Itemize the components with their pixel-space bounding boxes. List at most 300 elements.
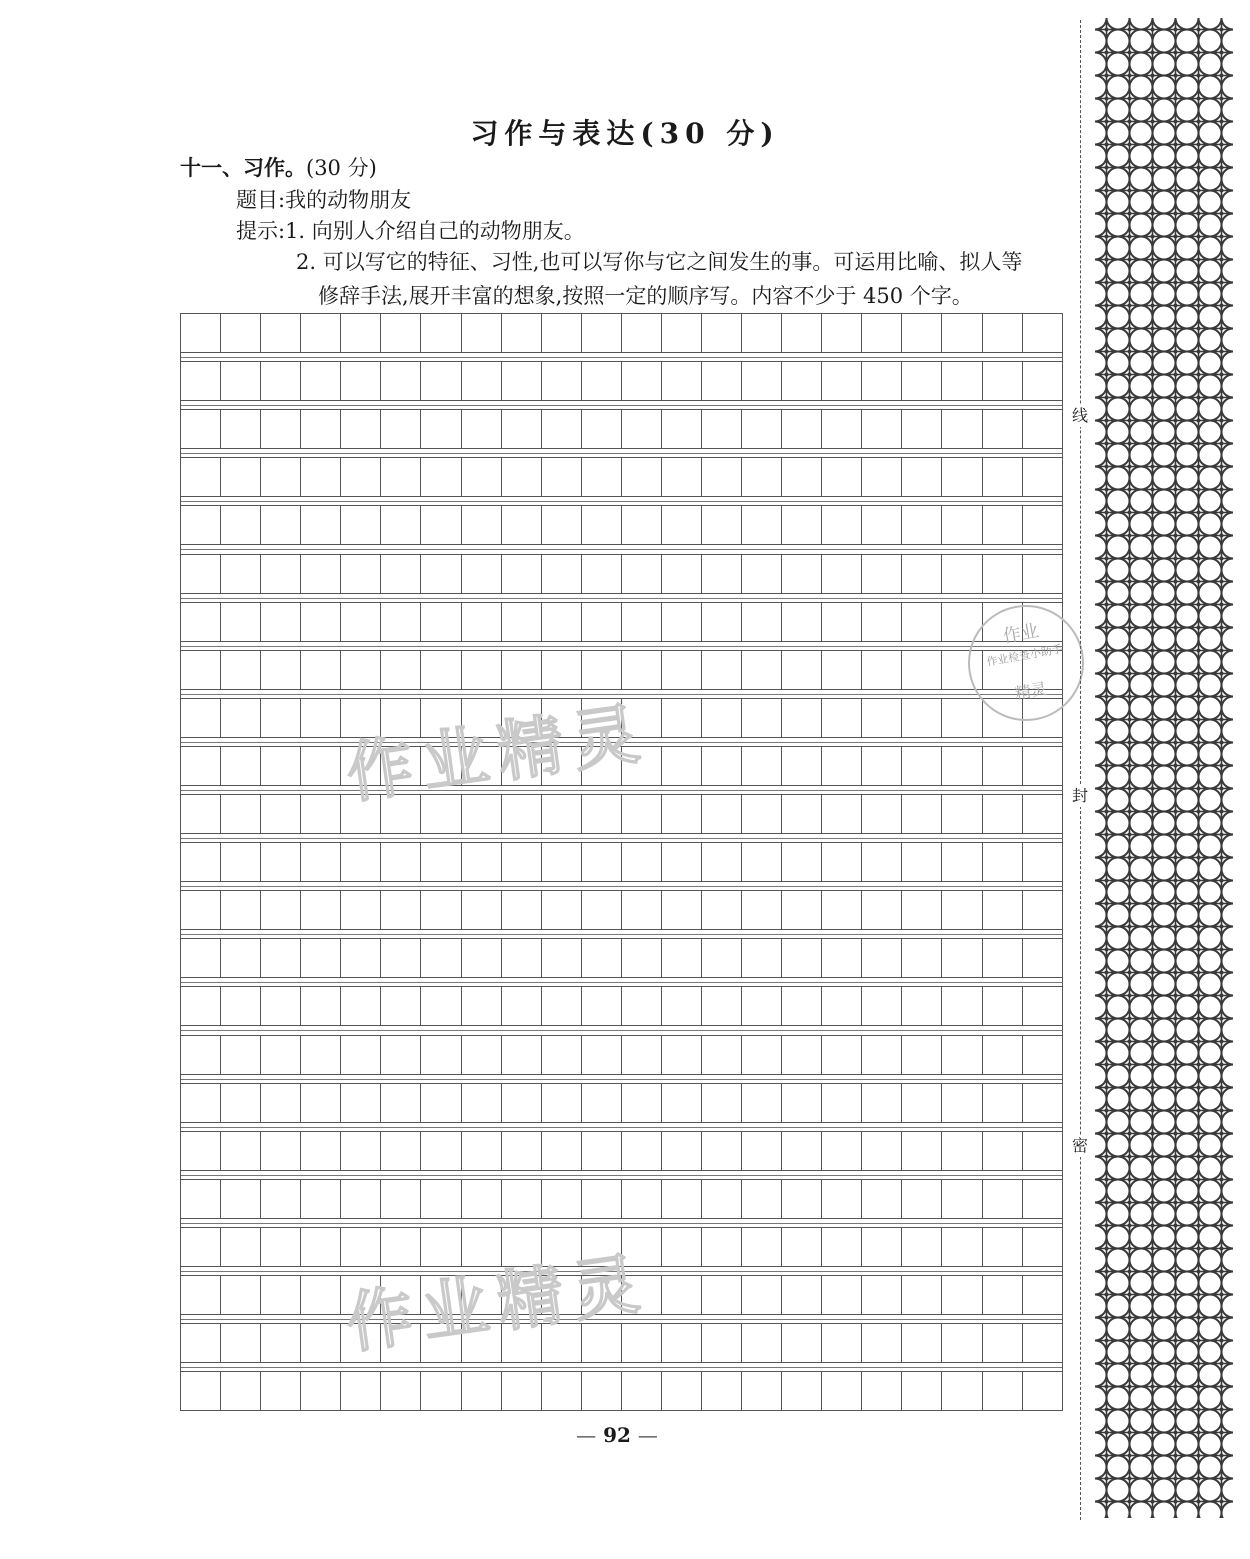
grid-cell[interactable]	[301, 1083, 341, 1123]
grid-cell[interactable]	[221, 457, 261, 497]
grid-cell[interactable]	[582, 794, 622, 834]
grid-cell[interactable]	[542, 505, 582, 545]
grid-row[interactable]	[180, 313, 1063, 353]
grid-cell[interactable]	[983, 746, 1023, 786]
grid-cell[interactable]	[341, 842, 381, 882]
grid-cell[interactable]	[1023, 554, 1063, 594]
grid-cell[interactable]	[822, 361, 862, 401]
grid-cell[interactable]	[421, 1371, 461, 1411]
grid-cell[interactable]	[862, 794, 902, 834]
grid-cell[interactable]	[381, 1131, 421, 1171]
grid-cell[interactable]	[782, 409, 822, 449]
grid-cell[interactable]	[702, 1131, 742, 1171]
grid-cell[interactable]	[782, 650, 822, 690]
grid-cell[interactable]	[261, 1179, 301, 1219]
grid-cell[interactable]	[421, 1131, 461, 1171]
grid-cell[interactable]	[902, 938, 942, 978]
grid-cell[interactable]	[582, 505, 622, 545]
grid-cell[interactable]	[462, 650, 502, 690]
grid-cell[interactable]	[502, 457, 542, 497]
grid-cell[interactable]	[381, 890, 421, 930]
grid-cell[interactable]	[301, 746, 341, 786]
grid-cell[interactable]	[261, 650, 301, 690]
grid-cell[interactable]	[902, 457, 942, 497]
grid-cell[interactable]	[822, 1227, 862, 1267]
grid-cell[interactable]	[702, 554, 742, 594]
grid-cell[interactable]	[702, 1275, 742, 1315]
grid-cell[interactable]	[181, 457, 221, 497]
grid-cell[interactable]	[622, 1323, 662, 1363]
grid-cell[interactable]	[542, 650, 582, 690]
grid-cell[interactable]	[261, 794, 301, 834]
grid-cell[interactable]	[181, 1035, 221, 1075]
grid-cell[interactable]	[261, 1275, 301, 1315]
grid-row[interactable]	[180, 794, 1063, 834]
grid-cell[interactable]	[942, 746, 982, 786]
grid-cell[interactable]	[462, 313, 502, 353]
grid-cell[interactable]	[381, 986, 421, 1026]
grid-cell[interactable]	[542, 986, 582, 1026]
grid-cell[interactable]	[181, 1131, 221, 1171]
grid-cell[interactable]	[622, 890, 662, 930]
grid-cell[interactable]	[301, 1227, 341, 1267]
grid-cell[interactable]	[582, 938, 622, 978]
grid-cell[interactable]	[502, 1179, 542, 1219]
grid-cell[interactable]	[582, 1371, 622, 1411]
grid-cell[interactable]	[622, 409, 662, 449]
grid-cell[interactable]	[983, 794, 1023, 834]
grid-cell[interactable]	[421, 602, 461, 642]
grid-cell[interactable]	[381, 1083, 421, 1123]
grid-cell[interactable]	[662, 409, 702, 449]
grid-cell[interactable]	[862, 409, 902, 449]
grid-cell[interactable]	[742, 361, 782, 401]
grid-cell[interactable]	[181, 650, 221, 690]
grid-cell[interactable]	[742, 794, 782, 834]
grid-cell[interactable]	[1023, 986, 1063, 1026]
grid-cell[interactable]	[341, 554, 381, 594]
grid-cell[interactable]	[702, 602, 742, 642]
grid-cell[interactable]	[462, 986, 502, 1026]
grid-cell[interactable]	[942, 1035, 982, 1075]
grid-cell[interactable]	[822, 890, 862, 930]
grid-cell[interactable]	[221, 1275, 261, 1315]
grid-cell[interactable]	[622, 313, 662, 353]
grid-cell[interactable]	[782, 1179, 822, 1219]
grid-cell[interactable]	[942, 554, 982, 594]
grid-cell[interactable]	[942, 505, 982, 545]
grid-cell[interactable]	[462, 1035, 502, 1075]
grid-cell[interactable]	[462, 890, 502, 930]
grid-cell[interactable]	[942, 457, 982, 497]
grid-cell[interactable]	[542, 457, 582, 497]
grid-cell[interactable]	[983, 361, 1023, 401]
grid-cell[interactable]	[662, 1227, 702, 1267]
grid-cell[interactable]	[702, 842, 742, 882]
grid-cell[interactable]	[181, 938, 221, 978]
grid-cell[interactable]	[341, 938, 381, 978]
grid-cell[interactable]	[582, 1035, 622, 1075]
grid-cell[interactable]	[742, 938, 782, 978]
grid-cell[interactable]	[942, 313, 982, 353]
grid-cell[interactable]	[822, 602, 862, 642]
grid-cell[interactable]	[902, 554, 942, 594]
grid-row[interactable]	[180, 938, 1063, 978]
grid-cell[interactable]	[582, 602, 622, 642]
grid-cell[interactable]	[1023, 1131, 1063, 1171]
grid-cell[interactable]	[381, 1179, 421, 1219]
grid-cell[interactable]	[822, 842, 862, 882]
grid-cell[interactable]	[301, 602, 341, 642]
grid-cell[interactable]	[462, 842, 502, 882]
grid-cell[interactable]	[742, 602, 782, 642]
grid-cell[interactable]	[983, 1275, 1023, 1315]
grid-cell[interactable]	[983, 505, 1023, 545]
grid-cell[interactable]	[462, 602, 502, 642]
grid-cell[interactable]	[341, 1035, 381, 1075]
grid-cell[interactable]	[902, 409, 942, 449]
grid-cell[interactable]	[421, 313, 461, 353]
grid-cell[interactable]	[181, 794, 221, 834]
grid-cell[interactable]	[702, 698, 742, 738]
grid-cell[interactable]	[341, 409, 381, 449]
grid-cell[interactable]	[542, 1371, 582, 1411]
grid-cell[interactable]	[862, 602, 902, 642]
grid-cell[interactable]	[822, 1131, 862, 1171]
grid-cell[interactable]	[582, 842, 622, 882]
grid-cell[interactable]	[742, 890, 782, 930]
grid-cell[interactable]	[301, 890, 341, 930]
grid-cell[interactable]	[742, 842, 782, 882]
grid-cell[interactable]	[622, 1179, 662, 1219]
grid-cell[interactable]	[822, 554, 862, 594]
grid-cell[interactable]	[421, 1035, 461, 1075]
grid-cell[interactable]	[542, 361, 582, 401]
grid-cell[interactable]	[662, 650, 702, 690]
grid-cell[interactable]	[782, 1131, 822, 1171]
grid-cell[interactable]	[301, 1131, 341, 1171]
grid-cell[interactable]	[421, 842, 461, 882]
grid-cell[interactable]	[421, 361, 461, 401]
grid-cell[interactable]	[381, 409, 421, 449]
grid-cell[interactable]	[702, 1035, 742, 1075]
grid-cell[interactable]	[862, 890, 902, 930]
grid-cell[interactable]	[742, 746, 782, 786]
grid-cell[interactable]	[181, 1179, 221, 1219]
grid-cell[interactable]	[622, 602, 662, 642]
grid-cell[interactable]	[421, 890, 461, 930]
grid-cell[interactable]	[983, 1083, 1023, 1123]
grid-cell[interactable]	[782, 890, 822, 930]
grid-cell[interactable]	[782, 746, 822, 786]
grid-row[interactable]	[180, 554, 1063, 594]
grid-row[interactable]	[180, 1323, 1063, 1363]
grid-cell[interactable]	[742, 1323, 782, 1363]
grid-row[interactable]	[180, 1131, 1063, 1171]
grid-cell[interactable]	[301, 1275, 341, 1315]
grid-cell[interactable]	[582, 457, 622, 497]
grid-cell[interactable]	[702, 938, 742, 978]
grid-cell[interactable]	[502, 890, 542, 930]
grid-cell[interactable]	[902, 650, 942, 690]
grid-cell[interactable]	[301, 1371, 341, 1411]
grid-cell[interactable]	[381, 554, 421, 594]
grid-cell[interactable]	[542, 313, 582, 353]
grid-cell[interactable]	[261, 1083, 301, 1123]
grid-cell[interactable]	[221, 650, 261, 690]
grid-cell[interactable]	[902, 505, 942, 545]
grid-cell[interactable]	[301, 409, 341, 449]
grid-cell[interactable]	[421, 1083, 461, 1123]
grid-cell[interactable]	[622, 1131, 662, 1171]
grid-cell[interactable]	[742, 1179, 782, 1219]
grid-cell[interactable]	[742, 1131, 782, 1171]
grid-cell[interactable]	[862, 1179, 902, 1219]
grid-cell[interactable]	[301, 842, 341, 882]
grid-cell[interactable]	[261, 842, 301, 882]
grid-cell[interactable]	[702, 746, 742, 786]
grid-cell[interactable]	[181, 1323, 221, 1363]
grid-cell[interactable]	[782, 842, 822, 882]
grid-cell[interactable]	[462, 1083, 502, 1123]
grid-cell[interactable]	[702, 650, 742, 690]
grid-cell[interactable]	[221, 1371, 261, 1411]
grid-cell[interactable]	[502, 554, 542, 594]
grid-cell[interactable]	[742, 313, 782, 353]
grid-cell[interactable]	[702, 1083, 742, 1123]
grid-cell[interactable]	[862, 1227, 902, 1267]
grid-cell[interactable]	[742, 1035, 782, 1075]
grid-cell[interactable]	[822, 457, 862, 497]
grid-cell[interactable]	[341, 505, 381, 545]
grid-cell[interactable]	[902, 361, 942, 401]
grid-cell[interactable]	[902, 890, 942, 930]
grid-cell[interactable]	[542, 554, 582, 594]
grid-cell[interactable]	[782, 1035, 822, 1075]
grid-cell[interactable]	[181, 1371, 221, 1411]
grid-cell[interactable]	[983, 554, 1023, 594]
grid-cell[interactable]	[542, 842, 582, 882]
grid-cell[interactable]	[702, 1323, 742, 1363]
grid-cell[interactable]	[822, 1275, 862, 1315]
grid-cell[interactable]	[902, 986, 942, 1026]
grid-cell[interactable]	[702, 890, 742, 930]
grid-cell[interactable]	[702, 457, 742, 497]
grid-row[interactable]	[180, 986, 1063, 1026]
grid-cell[interactable]	[983, 1371, 1023, 1411]
grid-cell[interactable]	[902, 794, 942, 834]
grid-cell[interactable]	[742, 409, 782, 449]
grid-cell[interactable]	[502, 842, 542, 882]
grid-cell[interactable]	[221, 1131, 261, 1171]
grid-cell[interactable]	[622, 361, 662, 401]
grid-cell[interactable]	[822, 1083, 862, 1123]
grid-cell[interactable]	[622, 1083, 662, 1123]
grid-cell[interactable]	[1023, 1323, 1063, 1363]
grid-row[interactable]	[180, 842, 1063, 882]
grid-cell[interactable]	[381, 602, 421, 642]
grid-cell[interactable]	[462, 505, 502, 545]
grid-cell[interactable]	[742, 1227, 782, 1267]
grid-cell[interactable]	[862, 1131, 902, 1171]
grid-cell[interactable]	[983, 986, 1023, 1026]
grid-cell[interactable]	[221, 554, 261, 594]
grid-cell[interactable]	[622, 794, 662, 834]
grid-cell[interactable]	[341, 890, 381, 930]
grid-cell[interactable]	[822, 938, 862, 978]
grid-cell[interactable]	[662, 602, 702, 642]
grid-cell[interactable]	[462, 938, 502, 978]
grid-cell[interactable]	[542, 794, 582, 834]
grid-cell[interactable]	[341, 986, 381, 1026]
grid-cell[interactable]	[1023, 505, 1063, 545]
grid-cell[interactable]	[662, 1131, 702, 1171]
grid-cell[interactable]	[942, 842, 982, 882]
grid-cell[interactable]	[261, 986, 301, 1026]
grid-cell[interactable]	[181, 890, 221, 930]
grid-cell[interactable]	[862, 1323, 902, 1363]
grid-cell[interactable]	[261, 1323, 301, 1363]
grid-cell[interactable]	[622, 938, 662, 978]
grid-cell[interactable]	[181, 1083, 221, 1123]
grid-cell[interactable]	[421, 505, 461, 545]
grid-cell[interactable]	[983, 890, 1023, 930]
grid-cell[interactable]	[221, 1179, 261, 1219]
grid-cell[interactable]	[702, 986, 742, 1026]
grid-cell[interactable]	[662, 1371, 702, 1411]
grid-cell[interactable]	[542, 1035, 582, 1075]
grid-cell[interactable]	[381, 1035, 421, 1075]
grid-cell[interactable]	[862, 361, 902, 401]
grid-cell[interactable]	[782, 1227, 822, 1267]
grid-cell[interactable]	[622, 554, 662, 594]
grid-cell[interactable]	[822, 986, 862, 1026]
grid-cell[interactable]	[181, 554, 221, 594]
grid-cell[interactable]	[462, 794, 502, 834]
grid-cell[interactable]	[902, 313, 942, 353]
grid-cell[interactable]	[662, 746, 702, 786]
grid-cell[interactable]	[942, 890, 982, 930]
grid-cell[interactable]	[782, 602, 822, 642]
grid-cell[interactable]	[341, 602, 381, 642]
grid-cell[interactable]	[502, 650, 542, 690]
grid-cell[interactable]	[983, 842, 1023, 882]
grid-cell[interactable]	[702, 794, 742, 834]
grid-cell[interactable]	[462, 1179, 502, 1219]
grid-cell[interactable]	[942, 1131, 982, 1171]
grid-cell[interactable]	[381, 938, 421, 978]
grid-cell[interactable]	[502, 409, 542, 449]
grid-cell[interactable]	[822, 1179, 862, 1219]
grid-cell[interactable]	[1023, 794, 1063, 834]
grid-cell[interactable]	[862, 842, 902, 882]
grid-cell[interactable]	[902, 698, 942, 738]
grid-cell[interactable]	[582, 409, 622, 449]
grid-cell[interactable]	[261, 1131, 301, 1171]
grid-cell[interactable]	[221, 602, 261, 642]
grid-cell[interactable]	[301, 554, 341, 594]
grid-cell[interactable]	[502, 938, 542, 978]
grid-cell[interactable]	[381, 505, 421, 545]
grid-cell[interactable]	[742, 698, 782, 738]
grid-cell[interactable]	[662, 554, 702, 594]
grid-cell[interactable]	[782, 313, 822, 353]
grid-cell[interactable]	[662, 890, 702, 930]
grid-cell[interactable]	[902, 1227, 942, 1267]
grid-cell[interactable]	[662, 457, 702, 497]
grid-cell[interactable]	[181, 602, 221, 642]
grid-cell[interactable]	[181, 842, 221, 882]
grid-cell[interactable]	[742, 1371, 782, 1411]
grid-cell[interactable]	[381, 361, 421, 401]
grid-cell[interactable]	[702, 505, 742, 545]
grid-cell[interactable]	[983, 1179, 1023, 1219]
grid-cell[interactable]	[742, 650, 782, 690]
grid-cell[interactable]	[942, 1227, 982, 1267]
grid-row[interactable]	[180, 505, 1063, 545]
grid-cell[interactable]	[782, 554, 822, 594]
grid-cell[interactable]	[542, 1131, 582, 1171]
grid-cell[interactable]	[822, 1323, 862, 1363]
grid-cell[interactable]	[542, 1179, 582, 1219]
grid-cell[interactable]	[1023, 746, 1063, 786]
grid-cell[interactable]	[662, 1323, 702, 1363]
grid-cell[interactable]	[261, 554, 301, 594]
grid-cell[interactable]	[301, 313, 341, 353]
grid-cell[interactable]	[822, 698, 862, 738]
grid-cell[interactable]	[582, 986, 622, 1026]
grid-cell[interactable]	[542, 890, 582, 930]
grid-row[interactable]	[180, 1083, 1063, 1123]
grid-cell[interactable]	[822, 313, 862, 353]
grid-cell[interactable]	[582, 890, 622, 930]
grid-cell[interactable]	[221, 313, 261, 353]
grid-cell[interactable]	[221, 361, 261, 401]
grid-cell[interactable]	[862, 650, 902, 690]
grid-cell[interactable]	[221, 794, 261, 834]
grid-cell[interactable]	[221, 890, 261, 930]
grid-cell[interactable]	[582, 1179, 622, 1219]
grid-cell[interactable]	[582, 554, 622, 594]
grid-cell[interactable]	[662, 505, 702, 545]
grid-cell[interactable]	[221, 1323, 261, 1363]
grid-cell[interactable]	[822, 1035, 862, 1075]
grid-cell[interactable]	[942, 986, 982, 1026]
grid-cell[interactable]	[942, 1371, 982, 1411]
grid-cell[interactable]	[381, 650, 421, 690]
grid-cell[interactable]	[662, 313, 702, 353]
grid-cell[interactable]	[702, 313, 742, 353]
grid-cell[interactable]	[341, 313, 381, 353]
grid-cell[interactable]	[221, 986, 261, 1026]
grid-cell[interactable]	[822, 794, 862, 834]
grid-cell[interactable]	[1023, 1275, 1063, 1315]
grid-cell[interactable]	[582, 1083, 622, 1123]
grid-cell[interactable]	[742, 1275, 782, 1315]
grid-cell[interactable]	[261, 313, 301, 353]
grid-cell[interactable]	[1023, 1083, 1063, 1123]
grid-cell[interactable]	[822, 1371, 862, 1411]
grid-cell[interactable]	[582, 361, 622, 401]
grid-cell[interactable]	[421, 1179, 461, 1219]
grid-cell[interactable]	[862, 938, 902, 978]
grid-cell[interactable]	[983, 1323, 1023, 1363]
grid-cell[interactable]	[622, 457, 662, 497]
grid-cell[interactable]	[421, 554, 461, 594]
grid-cell[interactable]	[983, 313, 1023, 353]
grid-cell[interactable]	[502, 361, 542, 401]
grid-cell[interactable]	[261, 938, 301, 978]
